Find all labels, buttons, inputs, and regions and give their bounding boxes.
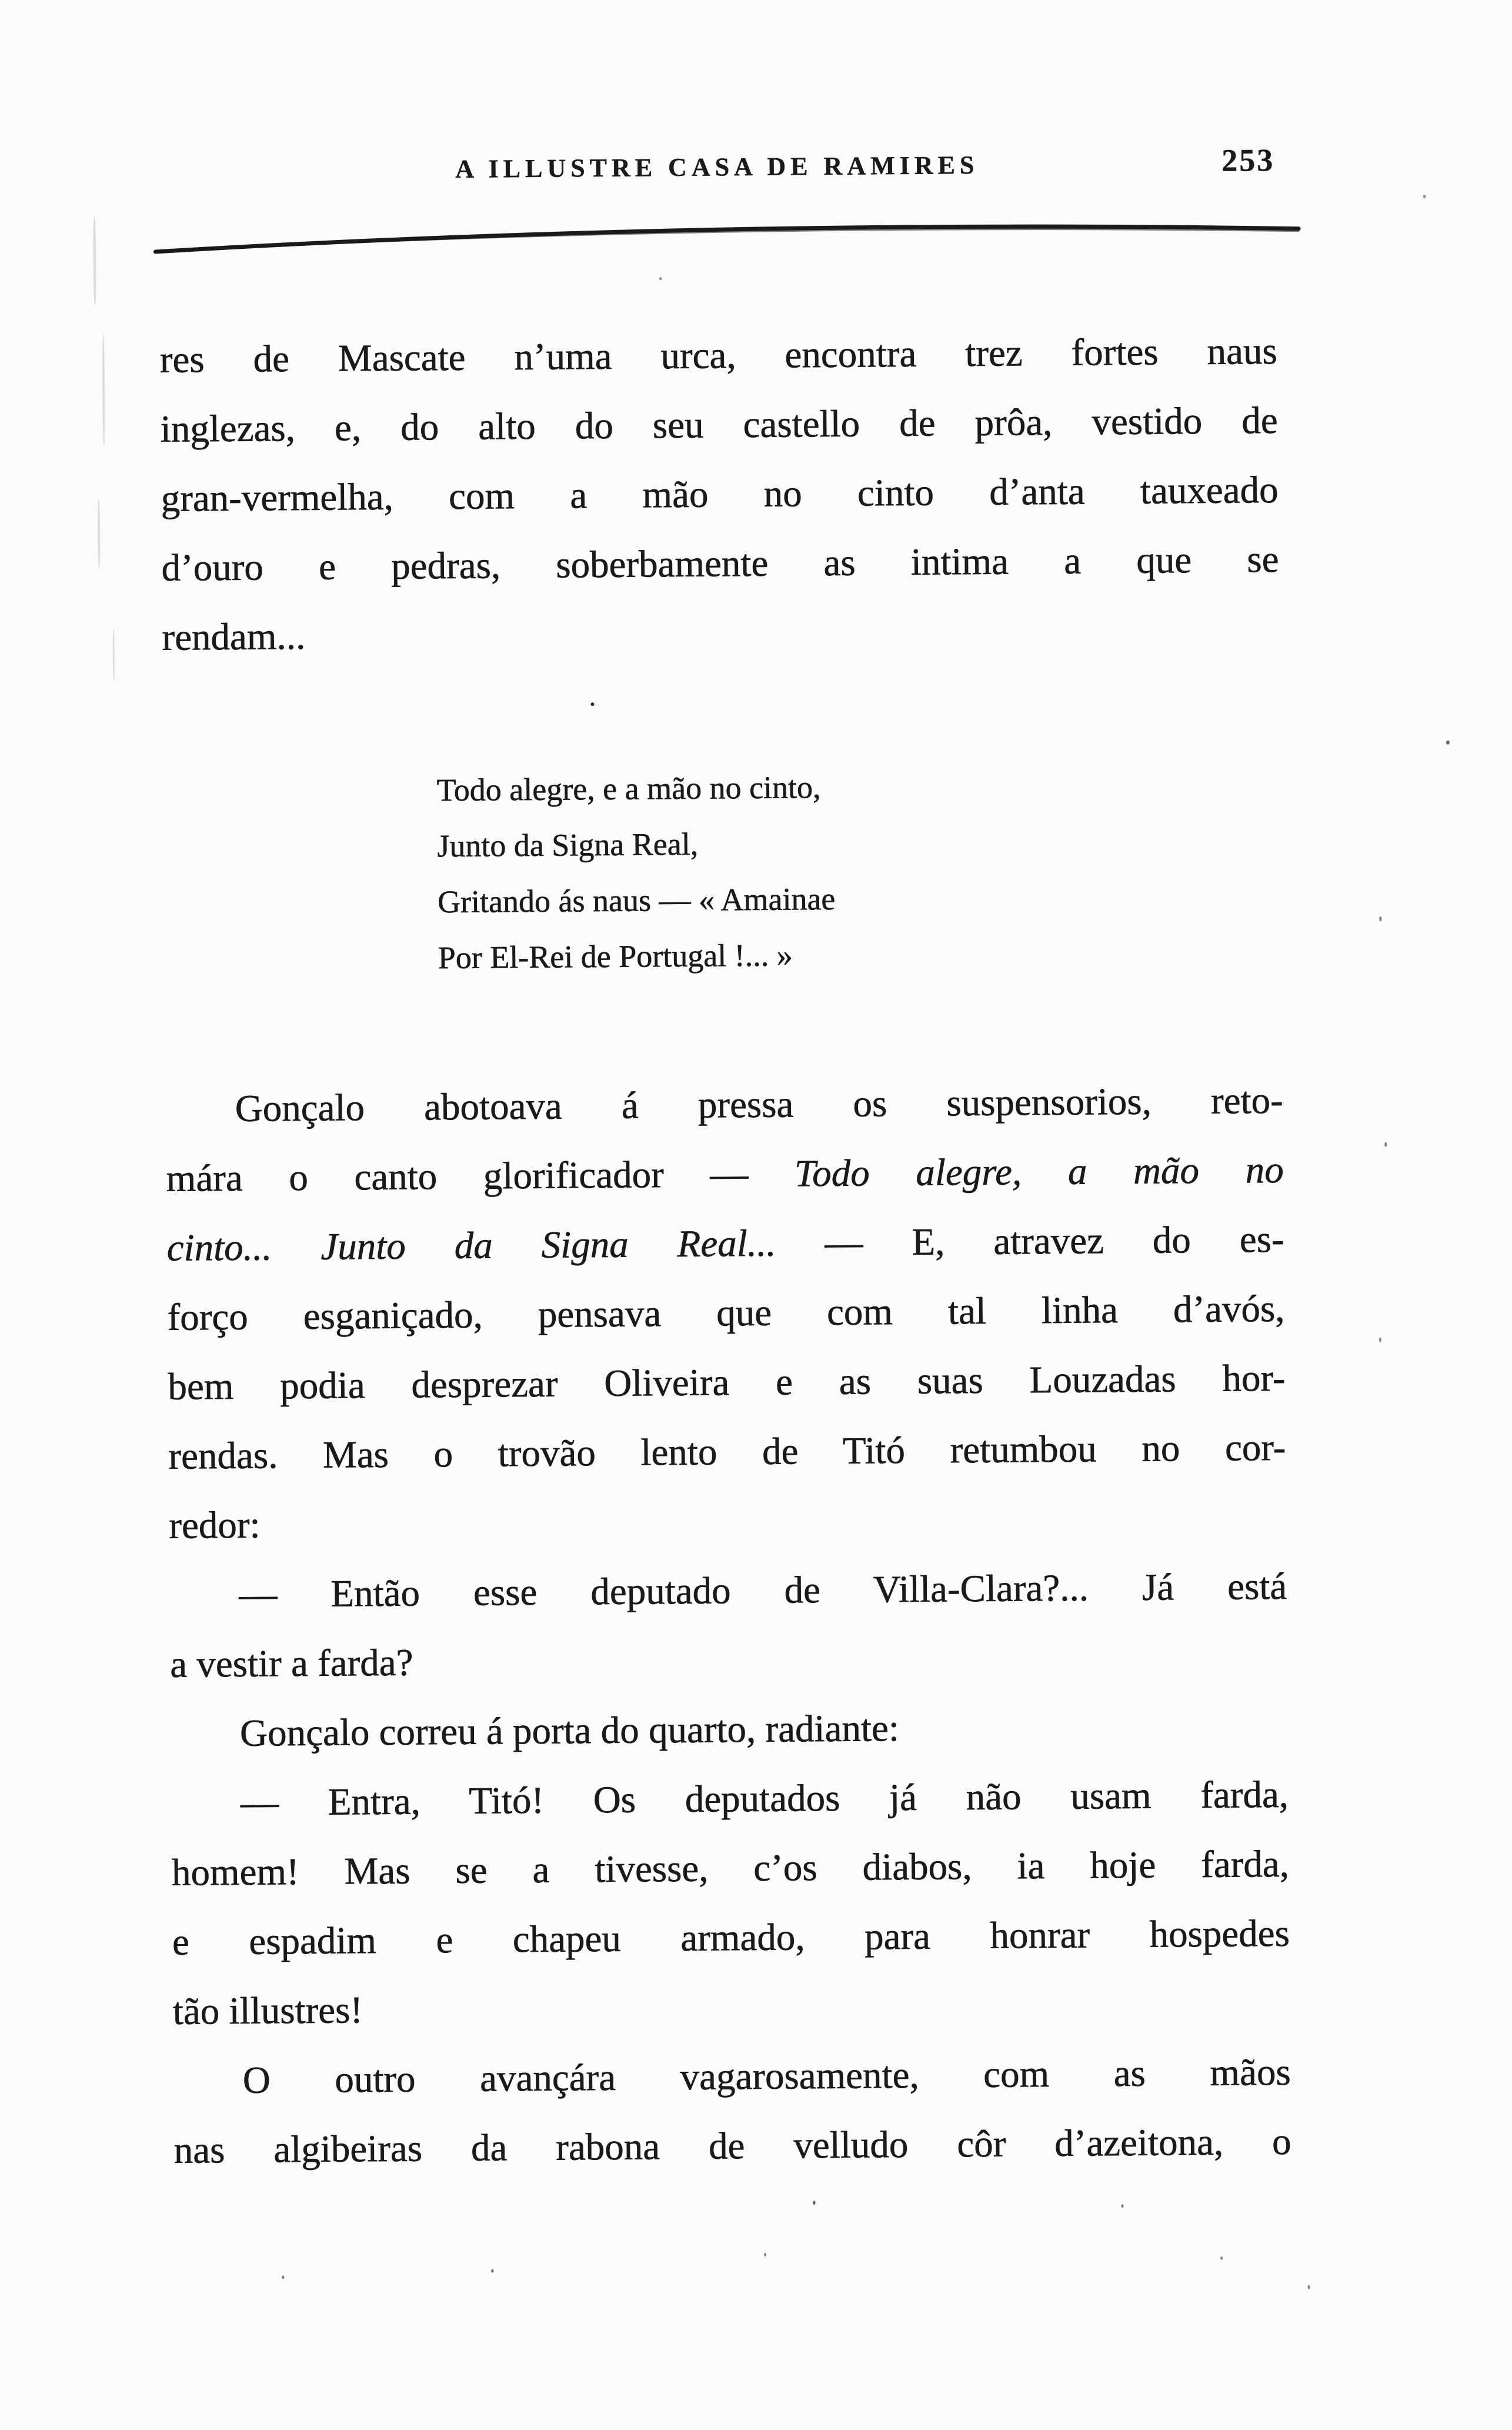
text-segment: homem! Mas se a tivesse, c’os diabos, ia hoje farda, [171,1842,1290,1894]
text-line [172,1968,1290,2046]
scan-speck [1308,2285,1310,2289]
text-segment: mára o canto glorificador — [166,1152,795,1200]
text-segment: res de Mascate n’uma urca, encontra trez fortes naus [159,330,1278,381]
scan-speck [1379,916,1381,922]
italic-text-segment: cinto... Junto da Signa Real... [166,1222,776,1269]
paragraph [171,1760,1291,2046]
text-segment: Por El-Rei de Portugal !... » [438,937,793,976]
text-segment: gran-vermelha, com a mão no cinto d’anta tauxeado [161,469,1279,520]
scan-speck [1121,2204,1123,2208]
scan-speck [1423,195,1426,198]
scan-streak [102,335,105,446]
scan-streak [112,629,115,682]
text-segment: rendas. Mas o trovão lento de Titó retumbou no cor- [168,1426,1286,1478]
text-line [167,1274,1285,1352]
text-segment: nas algibeiras da rabona de velludo côr d’azeitona, o [173,2120,1291,2172]
scan-speck [764,2253,766,2256]
text-segment: a vestir a farda? [169,1641,413,1686]
text-line [173,2038,1291,2116]
text-line [168,1344,1286,1422]
page-body [157,0,1291,2185]
text-line [168,1413,1286,1491]
text-segment: Gonçalo correu á porta do quarto, radiante: [239,1707,900,1755]
scan-speck [813,2201,815,2205]
text-line [436,756,1281,818]
text-line [170,1621,1288,1699]
text-segment: — E, atravez do es- [776,1218,1284,1265]
text-line [171,1760,1289,1838]
text-segment: bem podia desprezar Oliveira e as suas Louzadas hor- [168,1356,1286,1408]
scan-speck [659,277,662,280]
text-line [437,812,1281,874]
scan-streak [93,217,96,305]
paragraph [171,1691,1289,1769]
text-line [172,1899,1290,1977]
scan-speck [491,2269,493,2273]
text-segment: — Então esse deputado de Villa-Clara?... Já está [239,1565,1287,1616]
text-line [438,868,1282,930]
scan-speck [1379,1338,1381,1342]
text-segment: tão illustres! [172,1989,363,2033]
text-segment: d’ouro e pedras, soberbamente as intima a que se [161,538,1279,589]
text-segment: Junto da Signa Real, [437,826,699,864]
text-line [160,386,1278,464]
paragraph [169,1552,1288,1699]
text-segment: O outro avançára vagarosamente, com as mãos [242,2051,1291,2102]
text-line [173,2107,1291,2185]
text-segment: Gritando ás naus — « Amainae [437,881,836,920]
page-number: 253 [1221,142,1275,178]
running-header-title: A ILLUSTRE CASA DE RAMIRES [455,150,979,184]
text-line [166,1135,1284,1214]
text-line [171,1691,1289,1769]
text-segment: e espadim e chapeu armado, para honrar hospedes [172,1912,1290,1964]
scan-speck [1446,741,1450,745]
paragraph [159,316,1280,672]
paragraph [173,2038,1291,2185]
text-segment: — Entra, Titó! Os deputados já não usam farda, [240,1773,1289,1824]
text-line [165,1066,1283,1144]
scan-streak [98,499,101,570]
scan-speck [1384,1142,1387,1147]
text-segment: inglezas, e, do alto do seu castello de prôa, vestido de [160,399,1278,451]
scan-speck [1220,2256,1223,2260]
verse-block [436,756,1282,986]
text-line [169,1482,1287,1561]
text-segment: Gonçalo abotoava á pressa os suspensorios, reto- [235,1079,1284,1130]
text-line [162,594,1280,672]
text-line [161,525,1279,603]
text-segment: redor: [169,1504,261,1547]
italic-text-segment: Todo alegre, a mão no [794,1148,1284,1195]
text-segment: rendam... [162,615,306,659]
text-segment: Todo alegre, e a mão no cinto, [436,769,821,808]
text-line [438,924,1282,986]
text-line [169,1552,1287,1630]
paragraph [165,1066,1286,1561]
text-line [159,316,1277,395]
scan-speck [282,2275,284,2279]
text-line [166,1205,1284,1283]
scan-speck [590,702,594,706]
text-line [161,455,1279,534]
text-line [172,1829,1290,1908]
text-segment: forço esganiçado, pensava que com tal linha d’avós, [167,1287,1285,1339]
